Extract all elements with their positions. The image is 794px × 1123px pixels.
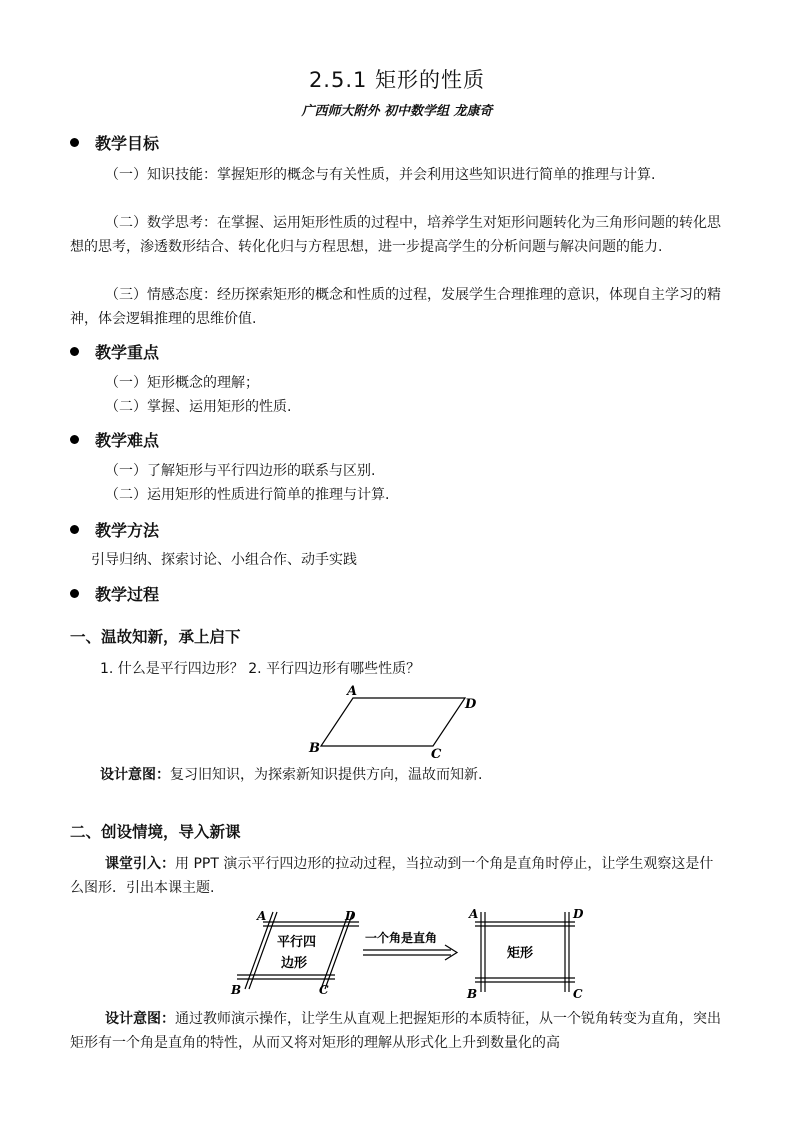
rectangle-label: 矩形 [507, 946, 534, 961]
parallelogram-figure [305, 682, 485, 760]
part1-heading: 一、温故知新，承上启下 [70, 628, 241, 646]
section-heading-process: 教学过程 [70, 582, 159, 605]
parallelogram-label: 边形 [281, 956, 308, 971]
vertex-label-a: A [469, 907, 479, 921]
keypoint-item: （一）矩形概念的理解； [105, 375, 259, 391]
part2-heading: 二、创设情境，导入新课 [70, 823, 241, 841]
bullet-icon [70, 525, 79, 534]
parallelogram-label: 平行四 [277, 935, 317, 950]
vertex-label-a: A [347, 684, 358, 699]
bullet-icon [70, 589, 79, 598]
section-heading-difficulties: 教学难点 [70, 428, 159, 451]
part2-design-intent: 设计意图：通过教师演示操作，让学生从直观上把握矩形的本质特征，从一个锐角转变为直角，突出矩形有一个角是直角的特性，从而又将对矩形的理解从形式化上升到数量化的高 [70, 1011, 721, 1051]
goal-attitude: （三）情感态度：经历探索矩形的概念和性质的过程，发展学生合理推理的意识，体现自主学习的精神，体会逻辑推理的思维价值. [70, 287, 721, 327]
keypoint-item: （二）掌握、运用矩形的性质. [105, 399, 292, 415]
vertex-label-b: B [467, 987, 478, 1000]
vertex-label-d: D [573, 907, 584, 921]
difficulty-item: （二）运用矩形的性质进行简单的推理与计算. [105, 487, 390, 503]
vertex-label-c: C [431, 747, 442, 760]
part1-design-intent: 设计意图：复习旧知识，为探索新知识提供方向，温故而知新. [100, 767, 483, 783]
parallelogram-doubled [237, 912, 359, 989]
vertex-label-d: D [345, 909, 356, 923]
review-questions: 1. 什么是平行四边形？ 2. 平行四边形有哪些性质？ [100, 661, 421, 677]
vertex-label-b: B [309, 741, 320, 756]
goal-knowledge: （一）知识技能：掌握矩形的概念与有关性质，并会利用这些知识进行简单的推理与计算. [105, 167, 656, 183]
document-author-line: 广西师大附外 初中数学组 龙康奇 [301, 104, 493, 119]
goal-thinking: （二）数学思考：在掌握、运用矩形性质的过程中，培养学生对矩形问题转化为三角形问题的转化思想的思考，渗透数形结合、转化化归与方程思想，进一步提高学生的分析问题与解决问题的能力. [70, 215, 721, 255]
transformation-figure [225, 904, 605, 1000]
arrow-label: 一个角是直角 [365, 931, 438, 945]
parallelogram-shape [321, 698, 465, 746]
vertex-label-c: C [573, 987, 583, 1000]
double-arrow-icon [363, 945, 457, 960]
section-heading-goals: 教学目标 [70, 131, 159, 154]
section-heading-methods: 教学方法 [70, 518, 159, 541]
bullet-icon [70, 347, 79, 356]
bullet-icon [70, 435, 79, 444]
methods-text: 引导归纳、探索讨论、小组合作、动手实践 [91, 552, 357, 568]
vertex-label-c: C [319, 983, 329, 997]
document-title: 2.5.1 矩形的性质 [308, 68, 486, 92]
part2-intro: 课堂引入：用 PPT 演示平行四边形的拉动过程，当拉动到一个角是直角时停止，让学生观察这是什么图形．引出本课主题. [70, 856, 714, 896]
difficulty-item: （一）了解矩形与平行四边形的联系与区别. [105, 463, 376, 479]
section-heading-keypoints: 教学重点 [70, 340, 159, 363]
vertex-label-b: B [231, 983, 242, 997]
bullet-icon [70, 138, 79, 147]
vertex-label-d: D [465, 697, 477, 712]
vertex-label-a: A [257, 909, 267, 923]
